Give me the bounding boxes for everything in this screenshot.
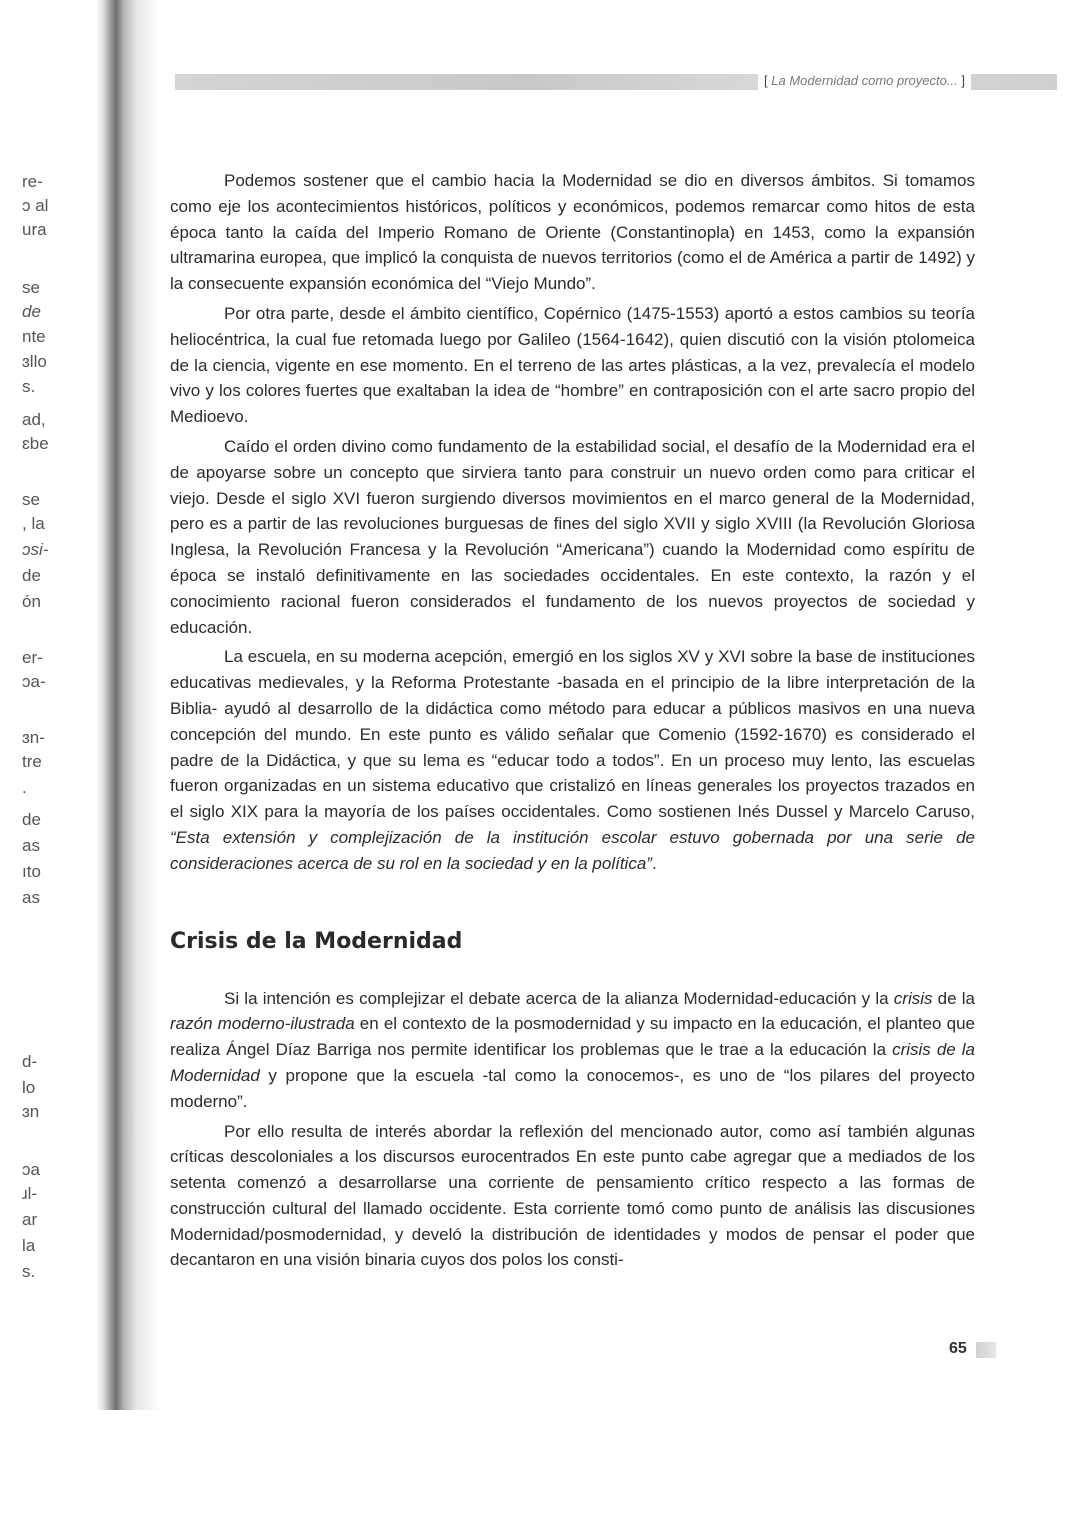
prev-fragment: ıto bbox=[22, 862, 41, 881]
paragraph: Por ello resulta de interés abordar la reflexión del mencionado autor, como así también algunas críticas descoloniales a los discursos eurocentrados En este punto cabe agregar que a mediados de los setenta comenzó a desarrollarse una corriente de pensamiento crítico respecto a las formas de construcción cultural del llamado occidente. Esta corriente tomó como punto de análisis las discusiones Modernidad/posmodernidad, y develó la distribución de identidades y modos de pensar el poder que decantaron en una visión binaria cuyos dos polos los consti- bbox=[170, 1121, 975, 1270]
text-run: en el contexto de la posmodernidad y su impacto en la educación, el planteo que realiza Ángel Díaz Barriga nos permite identificar los problemas que le trae a la educación la bbox=[170, 1014, 975, 1060]
prev-fragment: re- bbox=[22, 172, 43, 191]
prev-fragment: ɔsi- bbox=[22, 540, 49, 559]
paragraph: Caído el orden divino como fundamento de la estabilidad social, el desafío de la Modernidad era el de apoyarse sobre un concepto que sirviera tanto para construir un nuevo orden como para criticar el viejo. Desde el siglo XVI fueron surgiendo diversos movimientos en el marco general de la Modernidad, pero es a partir de las revoluciones burguesas de fines del siglo XVII y siglo XVIII (la Revolución Gloriosa Inglesa, la Revolución Francesa y la Revolución “Americana”) cuando la Modernidad como espíritu de época se instaló definitivamente en las sociedades occidentales. En este contexto, la razón y el conocimiento racional fueron considerados el fundamento de los nuevos proyectos de sociedad y educación. bbox=[170, 436, 975, 637]
text-run: y propone que la escuela -tal como la conocemos-, es uno de “los pilares del proyecto moderno”. bbox=[170, 1065, 975, 1111]
dussel-caruso-quote: “Esta extensión y complejización de la institución escolar estuvo gobernada por una serie de consideraciones acerca de su rol en la sociedad y en la política” bbox=[170, 827, 975, 873]
italic-run: razón moderno-ilustrada bbox=[170, 1014, 355, 1034]
prev-fragment: ɔa- bbox=[22, 672, 46, 691]
italic-run: crisis bbox=[893, 988, 933, 1008]
paragraph: Por otra parte, desde el ámbito científico, Copérnico (1475-1553) aportó a estos cambios su teoría heliocéntrica, la cual fue retomada luego por Galileo (1564-1642), quien discutió con la visión ptolomeica de la ciencia, vigente en ese momento. En el terreno de las artes plásticas, a la vez, prevalecía el modelo vivo y los colores fuertes que exaltaban la idea de “hombre” en contraposición con el arte sacro propio del Medioevo. bbox=[170, 303, 975, 427]
running-head-bracket-left: [ bbox=[764, 73, 768, 88]
prev-fragment: de bbox=[22, 566, 41, 585]
prev-fragment: ɔ al bbox=[22, 196, 49, 215]
prev-fragment: . bbox=[22, 778, 27, 797]
prev-fragment: ad, bbox=[22, 410, 46, 429]
italic-run: crisis de la Modernidad bbox=[170, 1040, 975, 1085]
prev-fragment: ɜn- bbox=[22, 728, 45, 747]
prev-fragment: ura bbox=[22, 220, 47, 239]
prev-fragment: d- bbox=[22, 1052, 38, 1071]
paragraph-text: La escuela, en su moderna acepción, emergió en los siglos XV y XVI sobre la base de instituciones educativas medievales, y la Reforma Protestante -basada en el principio de la libre interpretación de la Biblia- ayudó al desarrollo de la didáctica como método para educar a públicos masivos en una nueva concepción del mundo. En este punto es válido señalar que Comenio (1592-1670) es considerado el padre de la Didáctica, y que su lema es “educar todo a todos”. En un proceso muy lento, las escuelas fueron organizadas en un sistema educativo que cristalizó en líneas generales los proyectos trazados en el siglo XIX para la mayoría de los países occidentales. Como sostienen Inés Dussel y Marcelo Caruso, bbox=[170, 647, 975, 822]
prev-fragment: er- bbox=[22, 648, 43, 667]
prev-fragment: de bbox=[22, 810, 41, 829]
prev-fragment: de bbox=[22, 302, 41, 321]
prev-fragment: as bbox=[22, 888, 40, 907]
prev-fragment: ɛbe bbox=[22, 434, 49, 453]
page-number-mark bbox=[976, 1342, 996, 1358]
page-number: 65 bbox=[949, 1340, 967, 1357]
running-head-text: La Modernidad como proyecto... bbox=[771, 73, 958, 88]
prev-fragment: ɹl- bbox=[22, 1184, 38, 1203]
section-heading: Crisis de la Modernidad bbox=[170, 928, 463, 954]
prev-fragment: ar bbox=[22, 1210, 38, 1229]
prev-fragment: as bbox=[22, 836, 40, 855]
prev-fragment: ɜllo bbox=[22, 352, 47, 371]
running-head-bracket-right: ] bbox=[961, 73, 965, 88]
prev-fragment: , la bbox=[22, 514, 45, 533]
paragraph: Podemos sostener que el cambio hacia la Modernidad se dio en diversos ámbitos. Si tomamos como eje los acontecimientos históricos, políticos y económicos, podemos remarcar como hitos de esta época tanto la caída del Imperio Romano de Oriente (Constantinopla) en 1453, como la expansión ultramarina europea, que implicó la conquista de nuevos territorios (como el de América a partir de 1492) y la consecuente expansión económica del “Viejo Mundo”. bbox=[170, 171, 975, 294]
paragraph-crisis bbox=[170, 986, 975, 1115]
prev-fragment: s. bbox=[22, 1262, 36, 1281]
prev-fragment: se bbox=[22, 490, 40, 509]
prev-fragment: s. bbox=[22, 377, 36, 396]
text-run: Si la intención es complejizar el debate acerca de la alianza Modernidad-educación y la bbox=[224, 988, 894, 1008]
prev-fragment: ɔa bbox=[22, 1160, 40, 1179]
prev-fragment: tre bbox=[22, 752, 42, 771]
prev-fragment: nte bbox=[22, 327, 46, 346]
prev-fragment: ón bbox=[22, 592, 41, 611]
prev-fragment: ɜn bbox=[22, 1102, 40, 1121]
running-head bbox=[758, 70, 971, 92]
paragraph-end: . bbox=[651, 853, 657, 873]
page-body bbox=[170, 168, 975, 1277]
prev-fragment: lo bbox=[22, 1078, 36, 1097]
prev-fragment: se bbox=[22, 278, 40, 297]
margin-mark bbox=[130, 1110, 132, 1136]
gutter-bottom bbox=[0, 1410, 160, 1528]
prev-fragment: la bbox=[22, 1236, 36, 1255]
text-run: de la bbox=[932, 988, 975, 1008]
paragraph-school bbox=[170, 644, 975, 876]
